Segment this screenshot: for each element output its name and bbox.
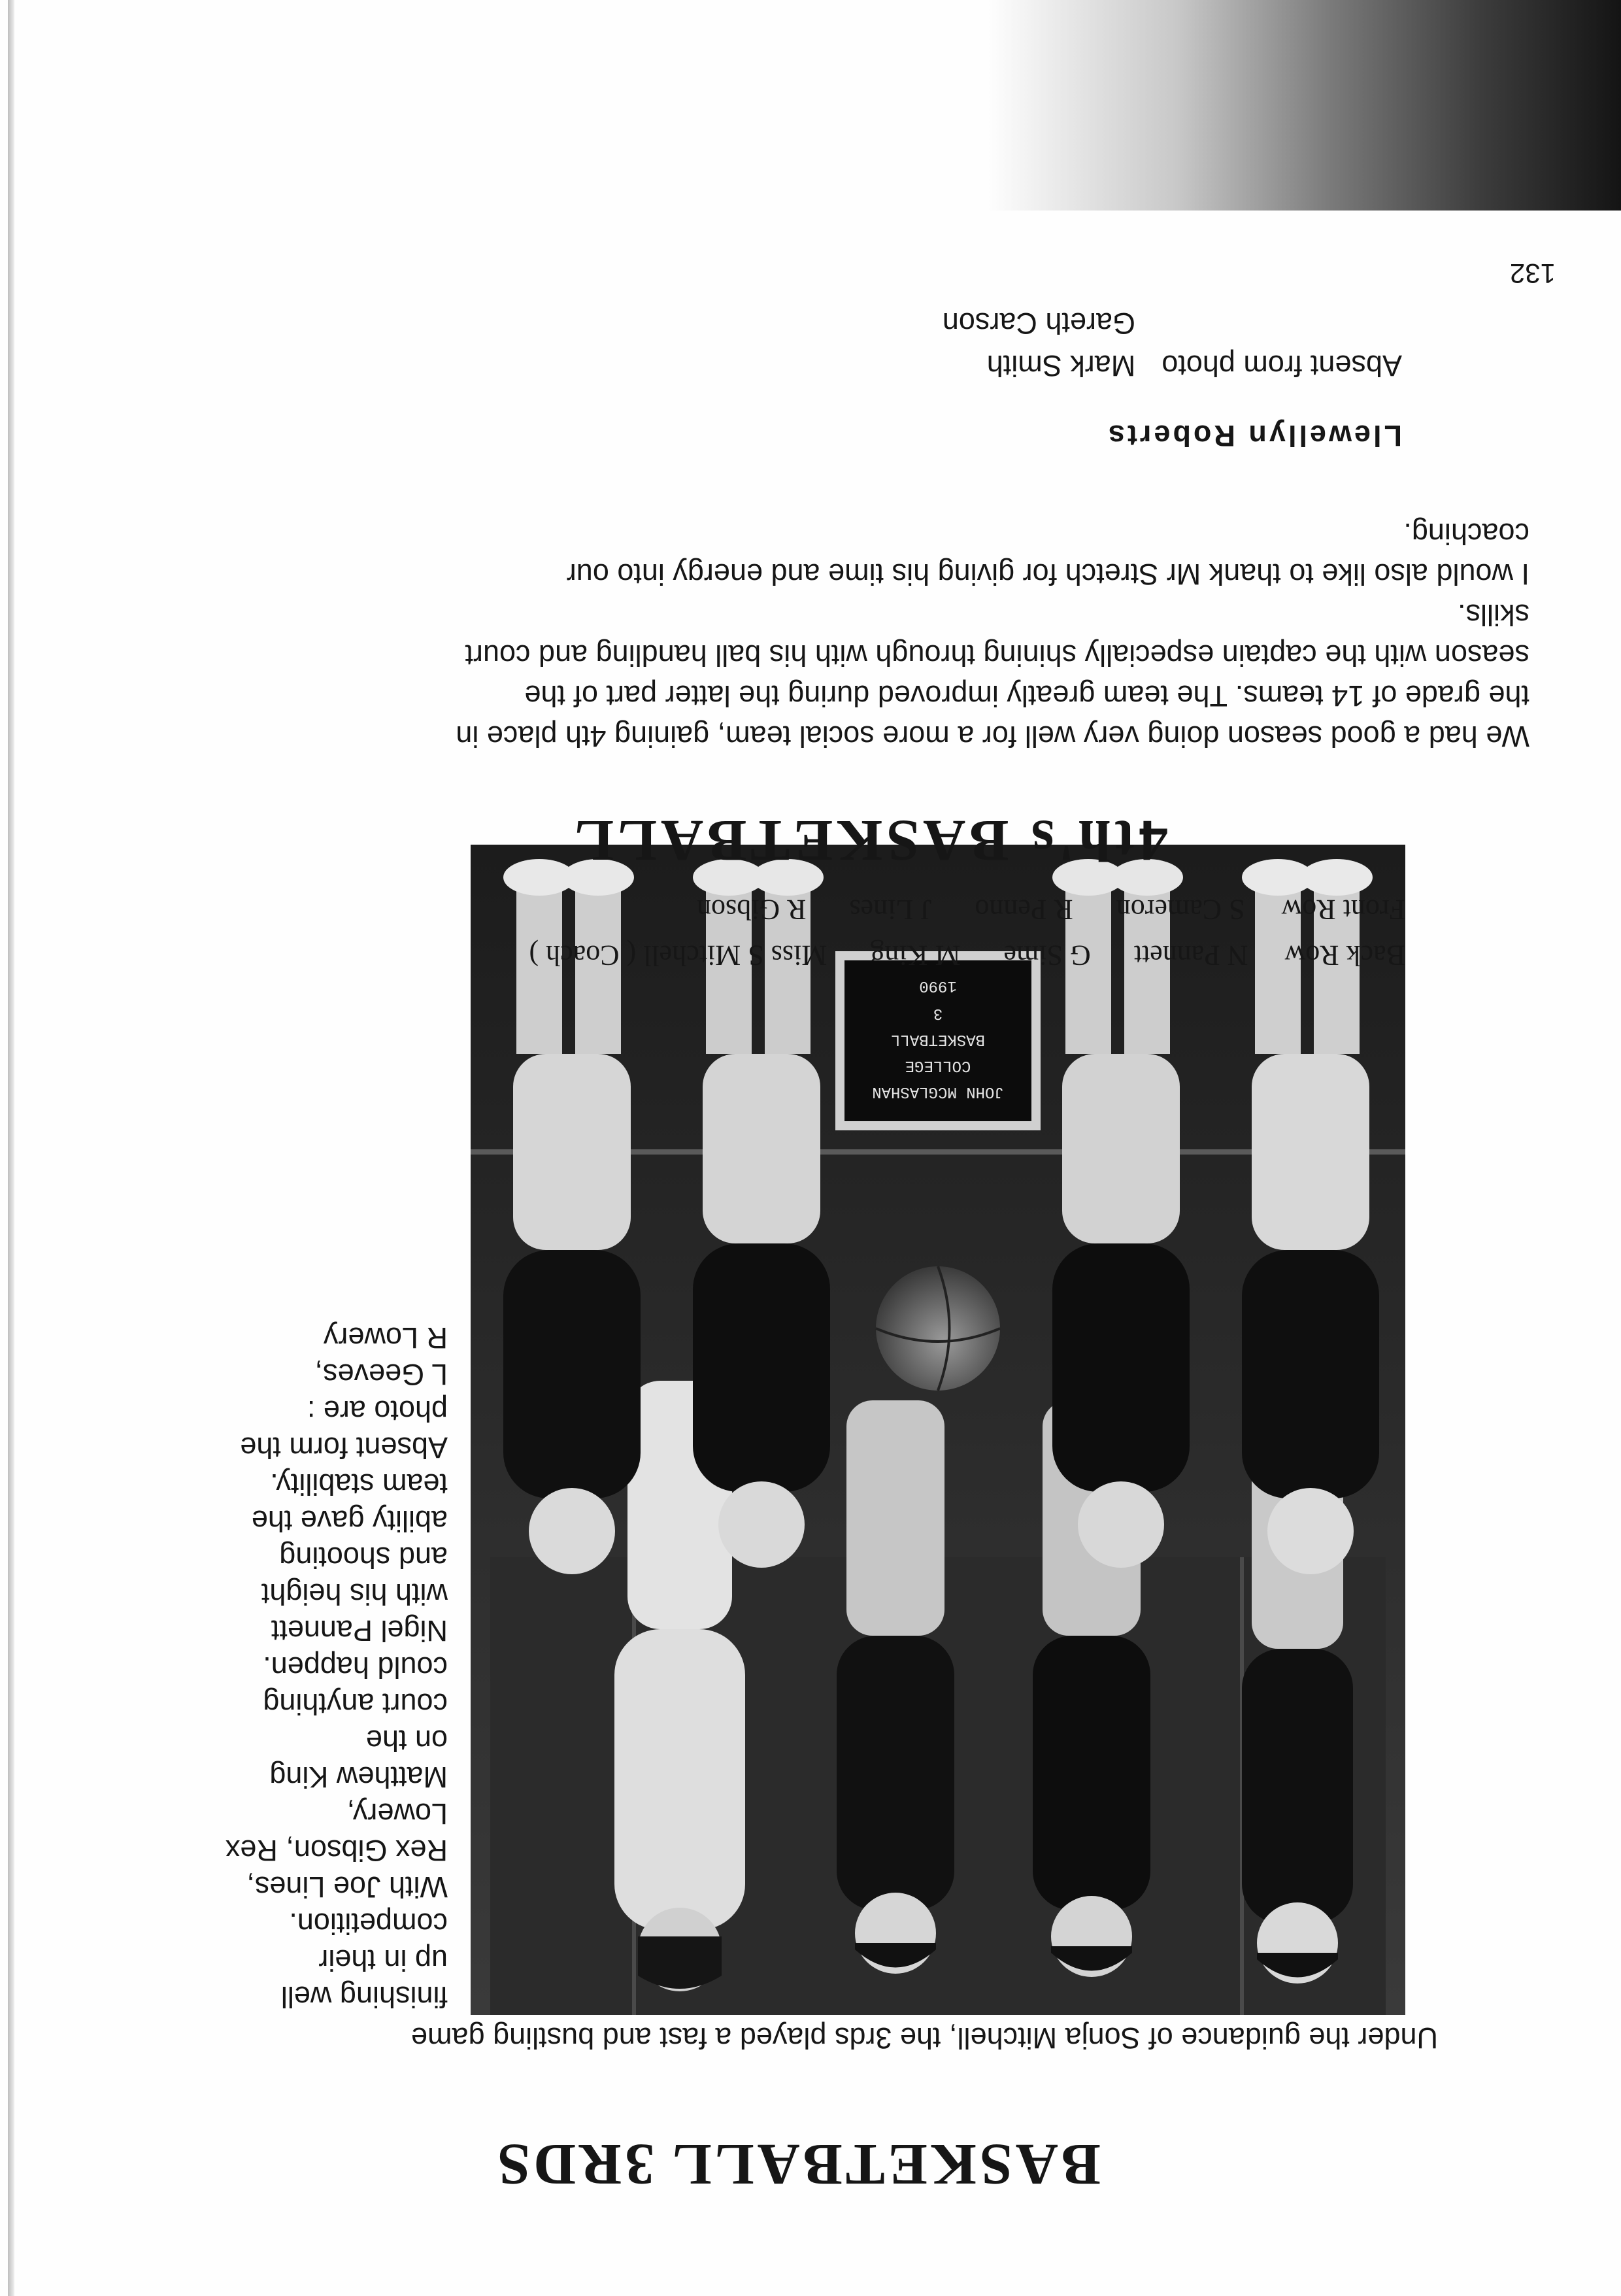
- caption-name: M King: [870, 939, 961, 971]
- section-title-4ths: 4th's BASKETBALL: [571, 808, 1168, 873]
- board-line: 1990: [919, 977, 957, 994]
- side-line: finishing well: [280, 1980, 448, 2014]
- side-line: could happen.: [263, 1651, 448, 1684]
- caption-name: R Penno: [975, 894, 1073, 926]
- binding-edge: [8, 0, 14, 2296]
- absent-from-photo: [943, 302, 1402, 387]
- side-line: R Lowery: [323, 1321, 448, 1355]
- side-line: team stability.: [270, 1468, 448, 1501]
- caption-back-row: [359, 939, 1405, 972]
- side-line: court anything: [263, 1687, 448, 1721]
- page-number: 132: [1509, 258, 1556, 289]
- side-line: with his height: [261, 1578, 448, 1611]
- section-4ths-body: [92, 513, 1529, 756]
- side-line: With Joe Lines,: [246, 1870, 448, 1904]
- basketball: [876, 1266, 1000, 1391]
- side-line: photo are :: [307, 1394, 448, 1428]
- side-line: Lowery,: [346, 1797, 448, 1831]
- section-3rds-side-text: [134, 1319, 448, 2015]
- side-line: competition.: [289, 1907, 448, 1940]
- caption-name: R Gibson: [697, 894, 807, 926]
- caption-name: S Cameron: [1116, 894, 1245, 926]
- body-line: coaching.: [1403, 517, 1529, 550]
- side-line: Matthew King: [269, 1761, 448, 1794]
- section-3rds-intro: Under the guidance of Sonja Mitchell, the 3rds played a fast and bustling game: [411, 2021, 1438, 2055]
- board-line: BASKETBALL: [890, 1030, 986, 1048]
- absent-label: Absent from photo: [1161, 349, 1402, 382]
- player: [837, 1400, 954, 1974]
- caption-name: N Pannett: [1133, 939, 1248, 971]
- body-line: I would also like to thank Mr Stretch for giving his time and energy into our: [566, 558, 1529, 591]
- side-line: up in their: [318, 1944, 448, 1977]
- team-board: [840, 956, 1036, 1126]
- caption-label: Back Row: [1284, 939, 1405, 971]
- side-line: Rex Gibson, Rex: [225, 1834, 448, 1867]
- body-line: skills.: [1458, 598, 1529, 632]
- caption-name: G Sime: [1003, 939, 1091, 971]
- body-line: the grade of 14 teams. The team greatly improved during the latter part of the: [524, 679, 1529, 713]
- board-line: COLLEGE: [905, 1056, 971, 1074]
- absent-name: Mark Smith: [986, 349, 1136, 382]
- scanner-shadow: [987, 0, 1621, 211]
- side-line: Absent form the: [240, 1431, 448, 1464]
- board-line: 3: [933, 1004, 943, 1022]
- body-line: season with the captain especially shining through with his ball handling and court: [465, 639, 1529, 672]
- caption-name: Miss S Mitchell ( Coach ): [529, 939, 827, 971]
- side-line: and shooting: [279, 1541, 448, 1574]
- body-line: We had a good season doing very well for a more social team, gaining 4th place in: [456, 720, 1529, 753]
- caption-name: J Lines: [849, 894, 932, 926]
- side-line: ability gave the: [251, 1504, 448, 1538]
- caption-front-row: [359, 893, 1405, 926]
- side-line: L Geeves,: [314, 1358, 448, 1391]
- board-line: JOHN MCGLASHAN: [872, 1083, 1004, 1100]
- side-line: Nigel Pannett: [271, 1614, 448, 1647]
- side-line: on the: [365, 1724, 448, 1757]
- team-photo: [471, 845, 1405, 2015]
- absent-name: Gareth Carson: [942, 307, 1135, 340]
- team-photo-graphic: [471, 845, 1405, 2015]
- author-signature: Llewellyn Roberts: [1105, 419, 1402, 452]
- section-title-3rds: BASKETBALL 3RDS: [494, 2132, 1101, 2197]
- caption-label: Front Row: [1281, 894, 1405, 926]
